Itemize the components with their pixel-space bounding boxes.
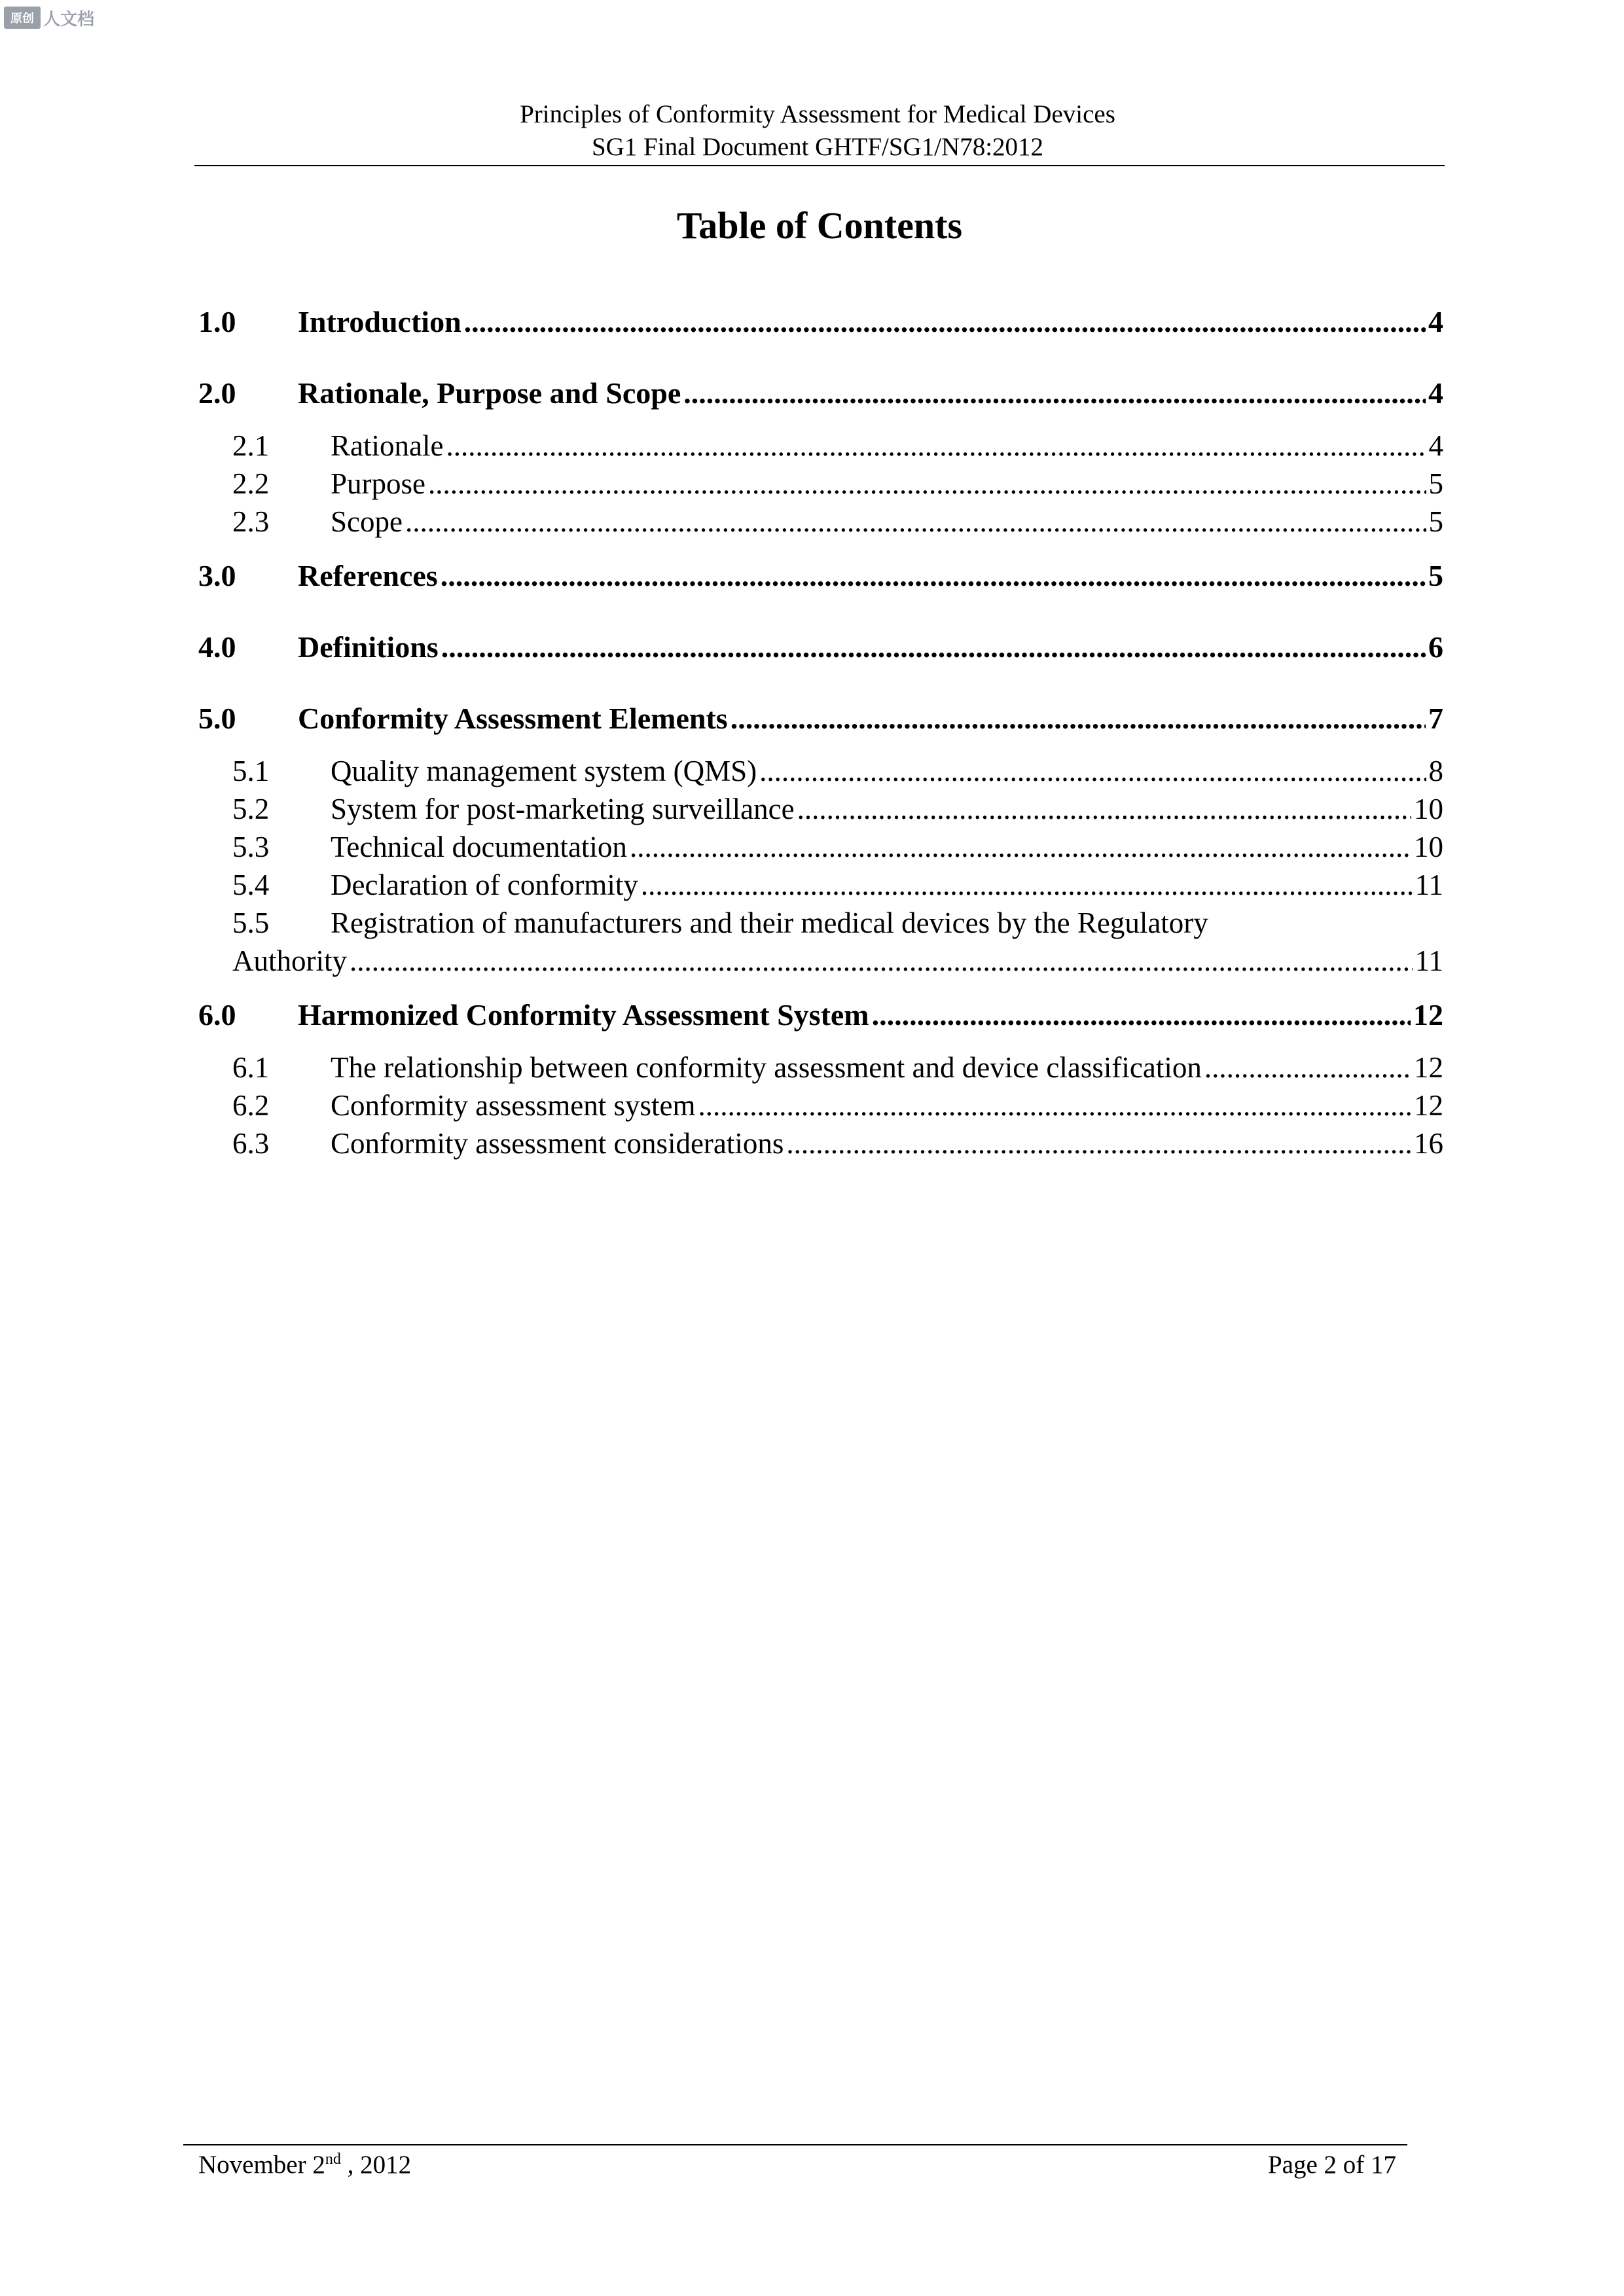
toc-entry[interactable]	[198, 1050, 1443, 1085]
toc-page-number: 11	[1415, 869, 1443, 901]
toc-entry-continuation[interactable]	[232, 944, 1443, 978]
footer-date-ordinal: nd	[325, 2151, 341, 2168]
toc-entry-title: The relationship between conformity assessment and device classification	[331, 1051, 1202, 1084]
toc-page-number: 10	[1414, 793, 1443, 825]
toc-number: 2.1	[232, 429, 270, 462]
toc-entry-title: Scope	[331, 505, 403, 538]
toc-entry[interactable]	[198, 304, 1443, 339]
toc-page-number: 5	[1428, 505, 1443, 538]
toc-entry-title: Introduction	[298, 305, 461, 338]
header-document-id: SG1 Final Document GHTF/SG1/N78:2012	[591, 133, 1044, 161]
toc-number: 4.0	[198, 630, 236, 664]
toc-entry[interactable]	[198, 630, 1443, 664]
toc-number: 6.2	[232, 1089, 270, 1122]
toc-entry-title: System for post-marketing surveillance	[331, 793, 795, 825]
toc-page-number: 12	[1414, 1089, 1443, 1122]
watermark-logo	[4, 7, 94, 29]
toc-entry-title: Conformity assessment system	[331, 1089, 696, 1122]
toc-page-number: 4	[1428, 429, 1443, 462]
toc-entry-title: Conformity assessment considerations	[331, 1127, 784, 1160]
page-footer	[198, 2147, 1396, 2183]
toc-leader-dots	[872, 997, 1411, 1032]
toc-entry[interactable]	[198, 701, 1443, 736]
toc-entry-title: Registration of manufacturers and their medical devices by the Regulatory	[331, 906, 1208, 939]
toc-number: 1.0	[198, 305, 236, 338]
toc-number: 2.3	[232, 505, 270, 538]
toc-page-number: 12	[1413, 998, 1443, 1031]
toc-leader-dots	[1204, 1050, 1411, 1085]
toc-entry-title: Definitions	[298, 630, 439, 664]
header-title: Principles of Conformity Assessment for Medical Devices	[520, 100, 1115, 128]
watermark-box: 原创	[4, 7, 41, 29]
toc-entry-title: References	[298, 559, 438, 592]
toc-page-number: 12	[1414, 1051, 1443, 1084]
toc-leader-dots	[446, 429, 1426, 463]
watermark-text: 人文档	[43, 9, 95, 29]
toc-page-number: 4	[1428, 376, 1443, 410]
toc-entry[interactable]	[198, 754, 1443, 788]
toc-leader-dots	[698, 1088, 1411, 1122]
toc-entry-title: Declaration of conformity	[331, 869, 638, 901]
toc-entry[interactable]	[198, 429, 1443, 463]
toc-leader-dots	[464, 304, 1426, 339]
footer-page-number: Page 2 of 17	[1267, 2151, 1396, 2179]
toc-page-number: 6	[1428, 630, 1443, 664]
toc-entry-title-continued: Authority	[232, 944, 347, 977]
toc-leader-dots	[405, 505, 1426, 539]
toc-number: 5.3	[232, 831, 270, 863]
footer-date-main: November 2	[198, 2151, 325, 2179]
toc-entry-title: Harmonized Conformity Assessment System	[298, 998, 869, 1031]
toc-number: 6.1	[232, 1051, 270, 1084]
toc-number: 5.2	[232, 793, 270, 825]
toc-number: 2.2	[232, 467, 270, 500]
toc-entry-title: Rationale, Purpose and Scope	[298, 376, 681, 410]
toc-page-number: 10	[1414, 831, 1443, 863]
toc-leader-dots	[630, 830, 1411, 864]
toc-number: 6.0	[198, 998, 236, 1031]
toc-leader-dots	[731, 701, 1426, 736]
toc-entry[interactable]	[198, 376, 1443, 410]
toc-entry-title: Conformity Assessment Elements	[298, 702, 728, 735]
toc-title: Table of Contents	[676, 204, 963, 247]
toc-leader-dots	[441, 558, 1426, 593]
toc-number: 6.3	[232, 1127, 270, 1160]
toc-entry[interactable]	[198, 997, 1443, 1032]
toc-leader-dots	[797, 792, 1411, 826]
toc-leader-dots	[350, 944, 1413, 978]
toc-leader-dots	[786, 1126, 1411, 1160]
toc-number: 3.0	[198, 559, 236, 592]
toc-entry[interactable]	[198, 505, 1443, 539]
toc-leader-dots	[428, 467, 1426, 501]
toc-entry[interactable]	[198, 868, 1443, 902]
toc-leader-dots	[641, 868, 1413, 902]
page-header	[194, 98, 1441, 164]
toc-leader-dots	[683, 376, 1426, 410]
toc-entry[interactable]	[198, 792, 1443, 826]
toc-number: 5.5	[232, 906, 270, 939]
footer-date-year: , 2012	[340, 2151, 412, 2179]
toc-leader-dots	[441, 630, 1426, 664]
toc-entry-title: Rationale	[331, 429, 444, 462]
toc-number: 5.1	[232, 755, 270, 787]
toc-page-number: 11	[1415, 944, 1443, 977]
toc-number: 2.0	[198, 376, 236, 410]
toc-page-number: 16	[1414, 1127, 1443, 1160]
header-divider	[194, 165, 1445, 166]
toc-entry[interactable]	[198, 558, 1443, 593]
toc-number: 5.4	[232, 869, 270, 901]
toc-entry[interactable]	[198, 906, 1443, 940]
toc-entry[interactable]	[198, 467, 1443, 501]
toc-page-number: 7	[1428, 702, 1443, 735]
toc-page-number: 5	[1428, 467, 1443, 500]
footer-date	[198, 2147, 411, 2183]
toc-page-number: 5	[1428, 559, 1443, 592]
toc-entry[interactable]	[198, 1126, 1443, 1160]
toc-number: 5.0	[198, 702, 236, 735]
toc-entry-title: Technical documentation	[331, 831, 627, 863]
toc-entry-title: Purpose	[331, 467, 425, 500]
toc-page-number: 4	[1428, 305, 1443, 338]
toc-page-number: 8	[1428, 755, 1443, 787]
toc-entry[interactable]	[198, 1088, 1443, 1122]
toc-leader-dots	[759, 754, 1426, 788]
toc-entry-title: Quality management system (QMS)	[331, 755, 757, 787]
footer-divider	[183, 2144, 1407, 2145]
toc-entry[interactable]	[198, 830, 1443, 864]
